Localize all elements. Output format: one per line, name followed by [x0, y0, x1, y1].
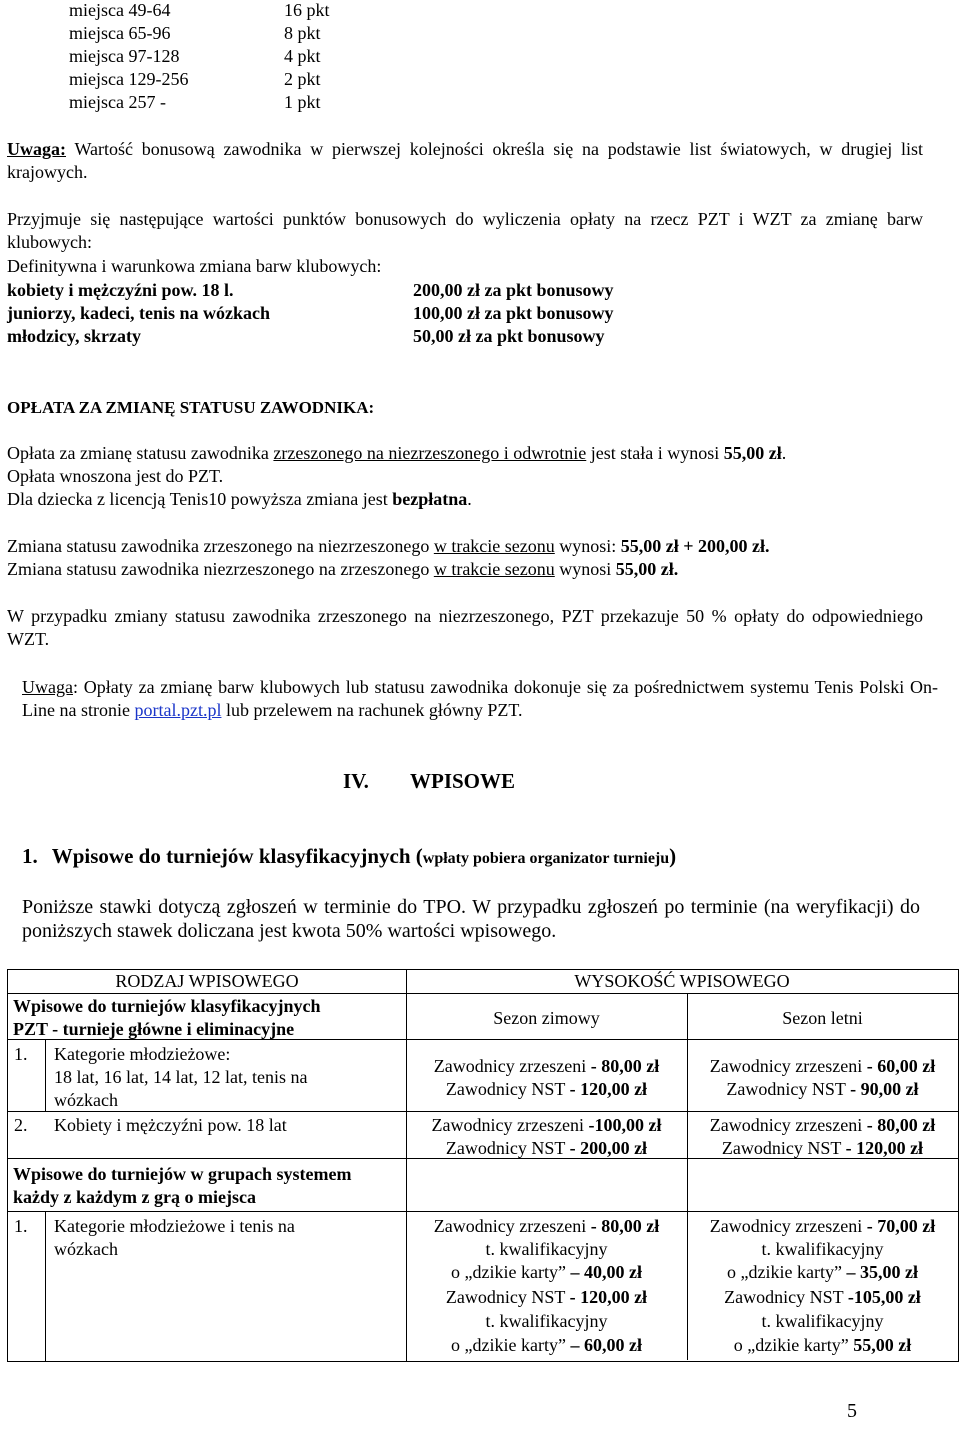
place-range: miejsca 129-256 — [69, 69, 189, 89]
subsection-note: wpłaty pobiera organizator turnieju — [422, 850, 670, 867]
fee-line — [406, 1078, 687, 1101]
fee-line — [687, 1114, 958, 1137]
text-span: Zawodnicy NST — [445, 1138, 570, 1158]
fee-line — [687, 1137, 958, 1160]
fee-amount: 55,00 zł + 200,00 zł. — [620, 536, 770, 556]
row-number: 1. — [14, 1216, 28, 1236]
page-number: 5 — [847, 1400, 857, 1422]
text-span: Dla dziecka z licencją Tenis10 powyższa zmiana jest — [7, 489, 393, 509]
fee-line — [406, 1114, 687, 1137]
group-title-line: każdy z każdym z grą o miejsca — [13, 1187, 256, 1207]
fee-amount: - 90,00 zł — [850, 1079, 919, 1099]
table-divider — [45, 1211, 46, 1361]
bonus-category: kobiety i mężczyźni pow. 18 l. — [7, 280, 234, 300]
table-divider — [8, 993, 406, 994]
text-span: ) — [669, 844, 677, 868]
fee-amount: - 120,00 zł — [569, 1287, 648, 1307]
place-points: 16 pkt — [284, 0, 330, 20]
text-span: o „dzikie karty” — [733, 1335, 854, 1355]
text-span: jest stała i wynosi — [586, 443, 724, 463]
place-range: miejsca 65-96 — [69, 23, 171, 43]
bonus-intro: Przyjmuje się następujące wartości punktów bonusowych do wyliczenia opłaty na rzecz PZT i WZT za zmianę barw klubowych: — [7, 209, 923, 252]
text-span: Zawodnicy zrzeszeni — [433, 1216, 591, 1236]
text-span: w trakcie sezonu — [433, 559, 555, 579]
category-label: wózkach — [54, 1090, 118, 1110]
fee-amount: - 60,00 zł — [866, 1056, 936, 1076]
fee-amount: - 80,00 zł — [866, 1115, 936, 1135]
place-range: miejsca 97-128 — [69, 46, 180, 66]
table-divider — [8, 1211, 958, 1212]
season-summer: Sezon letni — [782, 1008, 863, 1028]
fee-line — [687, 1215, 958, 1238]
row-number: 1. — [14, 1044, 28, 1064]
text-span: o „dzikie karty” — [451, 1335, 571, 1355]
place-points: 2 pkt — [284, 69, 321, 89]
fee-amount: 55,00 zł. — [615, 559, 679, 579]
fee-line — [406, 1137, 687, 1160]
text-span: Zawodnicy NST — [445, 1079, 570, 1099]
text-span: Opłata za zmianę statusu zawodnika — [7, 443, 274, 463]
subsection-number: 1. — [22, 844, 38, 868]
portal-link[interactable]: portal.pzt.pl — [134, 700, 222, 720]
category-label: wózkach — [54, 1239, 118, 1259]
text-span: o „dzikie karty” — [451, 1262, 571, 1282]
in-season-change-1 — [7, 535, 770, 558]
fee-amount: -100,00 zł — [588, 1115, 662, 1135]
header-type: RODZAJ WPISOWEGO — [115, 971, 299, 991]
bonus-subhead: Definitywna i warunkowa zmiana barw klubowych: — [7, 256, 382, 276]
place-points: 8 pkt — [284, 23, 321, 43]
text-span: . — [467, 489, 472, 509]
bonus-rate: 50,00 zł za pkt bonusowy — [413, 326, 605, 346]
bonus-category: młodzicy, skrzaty — [7, 326, 141, 346]
fee-line — [687, 1286, 958, 1309]
fee-amount: - 80,00 zł — [590, 1056, 660, 1076]
subsection-title: Wpisowe do turniejów klasyfikacyjnych ( — [51, 844, 423, 868]
season-winter: Sezon zimowy — [493, 1008, 600, 1028]
note-text: Wartość bonusową zawodnika w pierwszej kolejności określa się na podstawie list światowych, w drugiej list krajowych. — [7, 139, 923, 182]
text-span: wynosi — [554, 559, 616, 579]
bonus-rate: 100,00 zł za pkt bonusowy — [413, 303, 614, 323]
fee-amount: - 120,00 zł — [845, 1138, 924, 1158]
tenis10-note — [7, 488, 472, 511]
bonus-rate: 200,00 zł za pkt bonusowy — [413, 280, 614, 300]
text-span: Zawodnicy NST — [726, 1079, 851, 1099]
category-label: 18 lat, 16 lat, 14 lat, 12 lat, tenis na — [54, 1067, 308, 1087]
note-label: Uwaga — [22, 677, 73, 697]
fee-amount: – 60,00 zł — [570, 1335, 642, 1355]
group-title-line: Wpisowe do turniejów klasyfikacyjnych — [13, 996, 321, 1016]
entry-fee-intro: Poniższe stawki dotyczą zgłoszeń w terminie do TPO. W przypadku zgłoszeń po terminie (na weryfikacji) do poniższych stawek doliczana jest kwota 50% wartości wpisowego. — [22, 896, 920, 942]
place-range: miejsca 257 - — [69, 92, 166, 112]
text-span: w trakcie sezonu — [433, 536, 555, 556]
entry-fee-table — [7, 969, 959, 1362]
payment-note — [22, 676, 938, 722]
fee-amount: – 35,00 zł — [846, 1262, 918, 1282]
status-fee-paragraph — [7, 442, 786, 465]
fee-line — [406, 1261, 687, 1284]
text-span: lub przelewem na rachunek główny PZT. — [221, 700, 523, 720]
category-label: Kategorie młodzieżowe: — [54, 1044, 231, 1064]
table-divider — [406, 993, 958, 994]
fee-amount: - 80,00 zł — [590, 1216, 660, 1236]
group-title-line: Wpisowe do turniejów w grupach systemem — [13, 1164, 352, 1184]
fee-amount: - 200,00 zł — [569, 1138, 648, 1158]
fee-line: t. kwalifikacyjny — [485, 1239, 608, 1259]
fee-amount: 55,00 zł — [853, 1335, 912, 1355]
fee-amount: 55,00 zł — [723, 443, 782, 463]
free-label: bezpłatna — [392, 489, 468, 509]
group-title-line: PZT - turnieje główne i eliminacyjne — [13, 1019, 295, 1039]
text-span: Zmiana statusu zawodnika zrzeszonego na niezrzeszonego — [7, 536, 434, 556]
fee-line: t. kwalifikacyjny — [761, 1311, 884, 1331]
place-points: 4 pkt — [284, 46, 321, 66]
section-title: WPISOWE — [410, 769, 516, 793]
fee-line: t. kwalifikacyjny — [485, 1311, 608, 1331]
fee-line — [687, 1334, 958, 1357]
text-span: Zawodnicy zrzeszeni — [709, 1216, 867, 1236]
text-span: o „dzikie karty” — [727, 1262, 847, 1282]
category-label: Kobiety i mężczyźni pow. 18 lat — [54, 1115, 287, 1135]
status-fee-payee: Opłata wnoszona jest do PZT. — [7, 466, 224, 486]
header-amount: WYSOKOŚĆ WPISOWEGO — [574, 971, 790, 991]
text-span: Zawodnicy zrzeszeni — [709, 1115, 867, 1135]
text-span: Zawodnicy zrzeszeni — [431, 1115, 589, 1135]
text-span: . — [781, 443, 787, 463]
fee-line — [687, 1078, 958, 1101]
fee-line: t. kwalifikacyjny — [761, 1239, 884, 1259]
fee-line — [687, 1261, 958, 1284]
fee-line — [406, 1286, 687, 1309]
section-number: IV. — [343, 769, 369, 793]
note-label: Uwaga: — [7, 139, 66, 159]
subsection-heading — [22, 843, 676, 872]
text-span: Zawodnicy zrzeszeni — [433, 1056, 591, 1076]
bonus-category: juniorzy, kadeci, tenis na wózkach — [7, 303, 271, 323]
status-fee-heading: OPŁATA ZA ZMIANĘ STATUSU ZAWODNIKA: — [7, 398, 375, 417]
fee-line — [406, 1334, 687, 1357]
text-span: Zawodnicy zrzeszeni — [709, 1056, 867, 1076]
table-divider — [45, 1039, 46, 1111]
table-divider — [8, 1111, 958, 1112]
text-span: wynosi: — [554, 536, 621, 556]
place-points: 1 pkt — [284, 92, 321, 112]
bonus-source-note — [7, 138, 923, 184]
text-span: Zawodnicy NST — [445, 1287, 570, 1307]
text-span: Zawodnicy NST — [721, 1138, 846, 1158]
fee-amount: – 40,00 zł — [570, 1262, 642, 1282]
fee-amount: -105,00 zł — [847, 1287, 921, 1307]
fee-line — [687, 1055, 958, 1078]
text-span: Zawodnicy NST — [724, 1287, 848, 1307]
category-label: Kategorie młodzieżowe i tenis na — [54, 1216, 295, 1236]
place-range: miejsca 49-64 — [69, 0, 171, 20]
fee-amount: - 70,00 zł — [866, 1216, 936, 1236]
text-span: zrzeszonego na niezrzeszonego i odwrotnie — [273, 443, 587, 463]
fee-line — [406, 1215, 687, 1238]
transfer-paragraph: W przypadku zmiany statusu zawodnika zrzeszonego na niezrzeszonego, PZT przekazuje 50 % opłaty do odpowiedniego WZT. — [7, 606, 923, 649]
text-span: : Opłaty za zmianę barw klubowych lub statusu zawodnika dokonuje się za pośrednictwem systemu Tenis Polski On-Line na stronie — [22, 677, 938, 720]
row-number: 2. — [14, 1115, 28, 1135]
in-season-change-2 — [7, 558, 678, 581]
fee-line — [406, 1055, 687, 1078]
text-span: Zmiana statusu zawodnika niezrzeszonego na zrzeszonego — [7, 559, 434, 579]
fee-amount: - 120,00 zł — [569, 1079, 648, 1099]
